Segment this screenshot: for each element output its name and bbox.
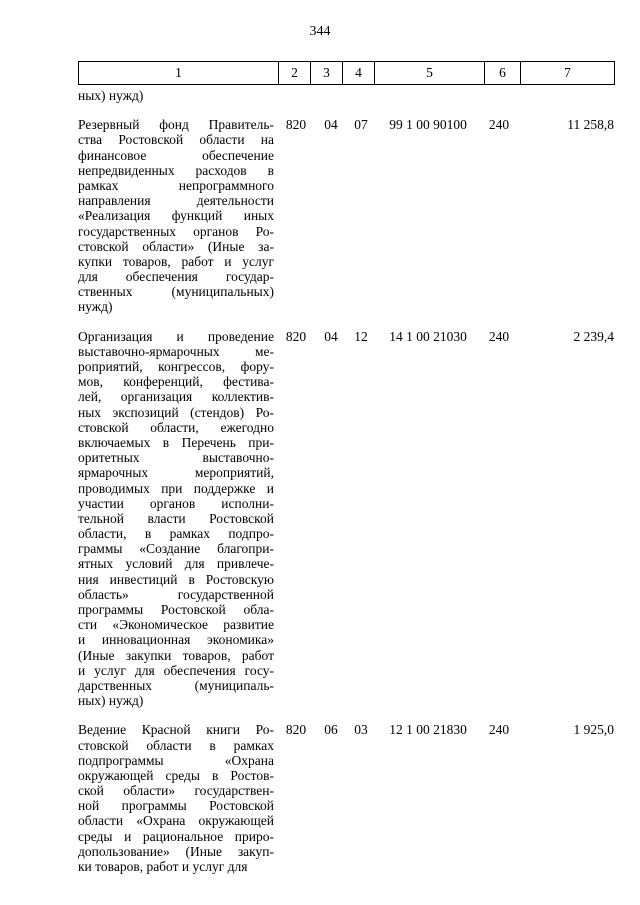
description-line: включаемых в Перечень при- [78,434,274,450]
description-line: лей, организация коллектив- [78,389,274,405]
description-line: роприятий, конгрессов, фору- [78,359,274,374]
description-line: ных) нужд) [78,693,144,709]
description-line: подпрограммы «Охрана [78,752,274,768]
description-line: окружающей среды в Ростов- [78,767,274,783]
description-line: для обеспечения государ- [78,269,274,285]
description-line: ния инвестиций в Ростовскую [78,571,274,587]
row-description [78,722,274,874]
row-subsection-code: 12 [354,328,368,344]
row-ministry-code: 820 [285,722,307,738]
table-row [78,117,614,314]
row-description [78,88,274,103]
description-line: рамках непрограммного [78,177,274,193]
description-line: непредвиденных расходов в [78,162,274,178]
description-line: выставочно-ярмарочных ме- [78,343,274,359]
description-line: и инновационная экономика» [78,632,274,648]
description-line: Организация и проведение [78,328,274,344]
row-expense-type: 240 [488,117,510,133]
description-line: нужд) [78,299,113,315]
description-line: ной программы Ростовской [78,798,274,814]
row-target-article: 12 1 00 21830 [389,722,467,738]
row-ministry-code: 820 [285,328,307,344]
description-line: финансовое обеспечение [78,147,274,163]
description-line: Ведение Красной книги Ро- [78,722,274,738]
column-header-5: 5 [375,62,485,85]
row-subsection-code: 03 [354,722,368,738]
row-description [78,329,274,709]
description-line: проводимых при поддержке и [78,480,274,496]
table-row [78,88,614,103]
description-line: области, в рамках подпро- [78,526,274,542]
row-target-article: 14 1 00 21030 [389,328,467,344]
row-expense-type: 240 [488,722,510,738]
description-line: участии органов исполни- [78,495,274,511]
row-section-code: 04 [324,328,338,344]
description-line: оритетных выставочно- [78,450,274,466]
description-line: допользование» (Иные закуп- [78,843,274,859]
table-row [78,329,614,709]
description-line: стовской области в рамках [78,737,274,753]
row-ministry-code: 820 [285,117,307,133]
column-header-4: 4 [343,62,375,85]
column-header-6: 6 [485,62,521,85]
description-line: мов, конференций, фестива- [78,374,274,390]
description-line: стовской области» (Иные за- [78,238,274,254]
page-number: 344 [309,24,331,39]
column-header-7: 7 [521,62,615,85]
description-line: (Иные закупки товаров, работ [78,647,274,663]
column-header-table [78,61,615,85]
description-line: ственных (муниципальных) [78,284,274,300]
row-section-code: 06 [324,722,338,738]
description-line: ки товаров, работ и услуг для [78,859,248,874]
description-line: ярмарочных мероприятий, [78,465,274,481]
description-line: и услуг для обеспечения госу- [78,662,274,678]
description-line: Резервный фонд Правитель- [78,117,274,133]
table-body [78,88,614,874]
row-target-article: 99 1 00 90100 [389,117,467,133]
column-header-2: 2 [279,62,311,85]
description-line: государственных органов Ро- [78,223,274,239]
description-line: область» государственной [78,586,274,602]
column-header-row [79,62,615,85]
description-line: области «Охрана окружающей [78,813,274,829]
row-amount: 2 239,4 [573,328,614,344]
row-amount: 1 925,0 [573,722,614,738]
row-expense-type: 240 [488,328,510,344]
row-subsection-code: 07 [354,117,368,133]
description-line: дарственных (муниципаль- [78,677,274,693]
description-line: «Реализация функций иных [78,208,274,224]
description-line: стовской области, ежегодно [78,419,274,435]
description-line: тельной власти Ростовской [78,510,274,526]
description-line: граммы «Создание благопри- [78,541,274,557]
table-row [78,722,614,874]
description-line: ства Ростовской области на [78,132,274,148]
description-line: ятных условий для привлече- [78,556,274,572]
description-line: купки товаров, работ и услуг [78,253,274,269]
column-header-1: 1 [79,62,279,85]
description-line: ской области» государствен- [78,783,274,799]
column-header-3: 3 [311,62,343,85]
description-line: программы Ростовской обла- [78,602,274,617]
description-line: ных) нужд) [78,88,144,103]
description-line: ных экспозиций (стендов) Ро- [78,404,274,420]
row-description [78,117,274,314]
row-section-code: 04 [324,117,338,133]
description-line: сти «Экономическое развитие [78,617,274,633]
row-amount: 11 258,8 [567,117,614,133]
description-line: направления деятельности [78,193,274,209]
description-line: среды и рациональное приро- [78,828,274,844]
